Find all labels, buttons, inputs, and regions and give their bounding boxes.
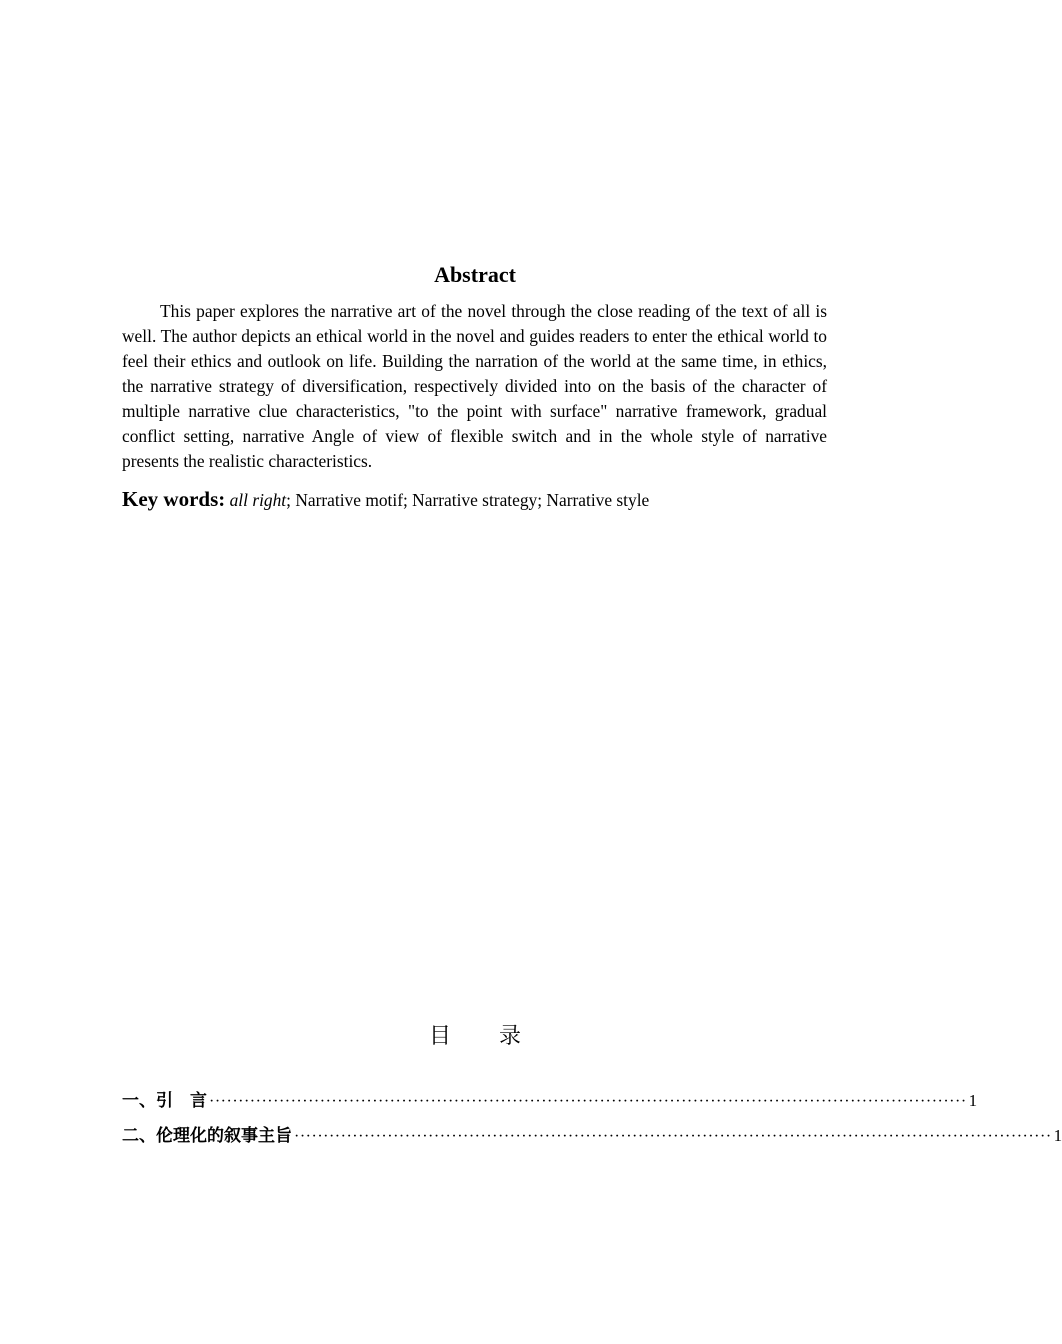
toc-entry[interactable] [122, 1086, 978, 1112]
toc-entry-page: 1 [968, 1091, 978, 1110]
toc-leader-dots: ·································································································································· [209, 1093, 967, 1110]
abstract-body: This paper explores the narrative art of the novel through the close reading of the text of all is well. The author depicts an ethical world in the novel and guides readers to enter the ethical world to feel their ethics and outlook on life. Building the narration of the world at the same time, in ethics, the narrative strategy of diversification, respectively divided into on the basis of the character of multiple narrative clue characteristics, "to the point with surface" narrative framework, gradual conflict setting, narrative Angle of view of flexible switch and in the whole style of narrative presents the realistic characteristics. [122, 301, 827, 471]
toc-entry-label: 一、引 言 [122, 1091, 207, 1111]
keyword-first: all right [229, 490, 287, 510]
abstract-title: Abstract [434, 262, 516, 287]
toc-entry[interactable] [122, 1121, 1062, 1147]
keywords-label: Key words: [122, 487, 226, 511]
toc-entry-page: 1 [1053, 1126, 1062, 1145]
toc-leader-dots: ·································································································································· [294, 1128, 1052, 1145]
toc-title [0, 1022, 950, 1052]
toc-title-char-1: 目 [428, 1024, 451, 1049]
keywords-line [122, 486, 827, 513]
toc-entry-label: 二、伦理化的叙事主旨 [122, 1126, 292, 1146]
toc-title-char-2: 录 [499, 1024, 522, 1049]
keywords-rest: ; Narrative motif; Narrative strategy; Narrative style [286, 490, 650, 510]
